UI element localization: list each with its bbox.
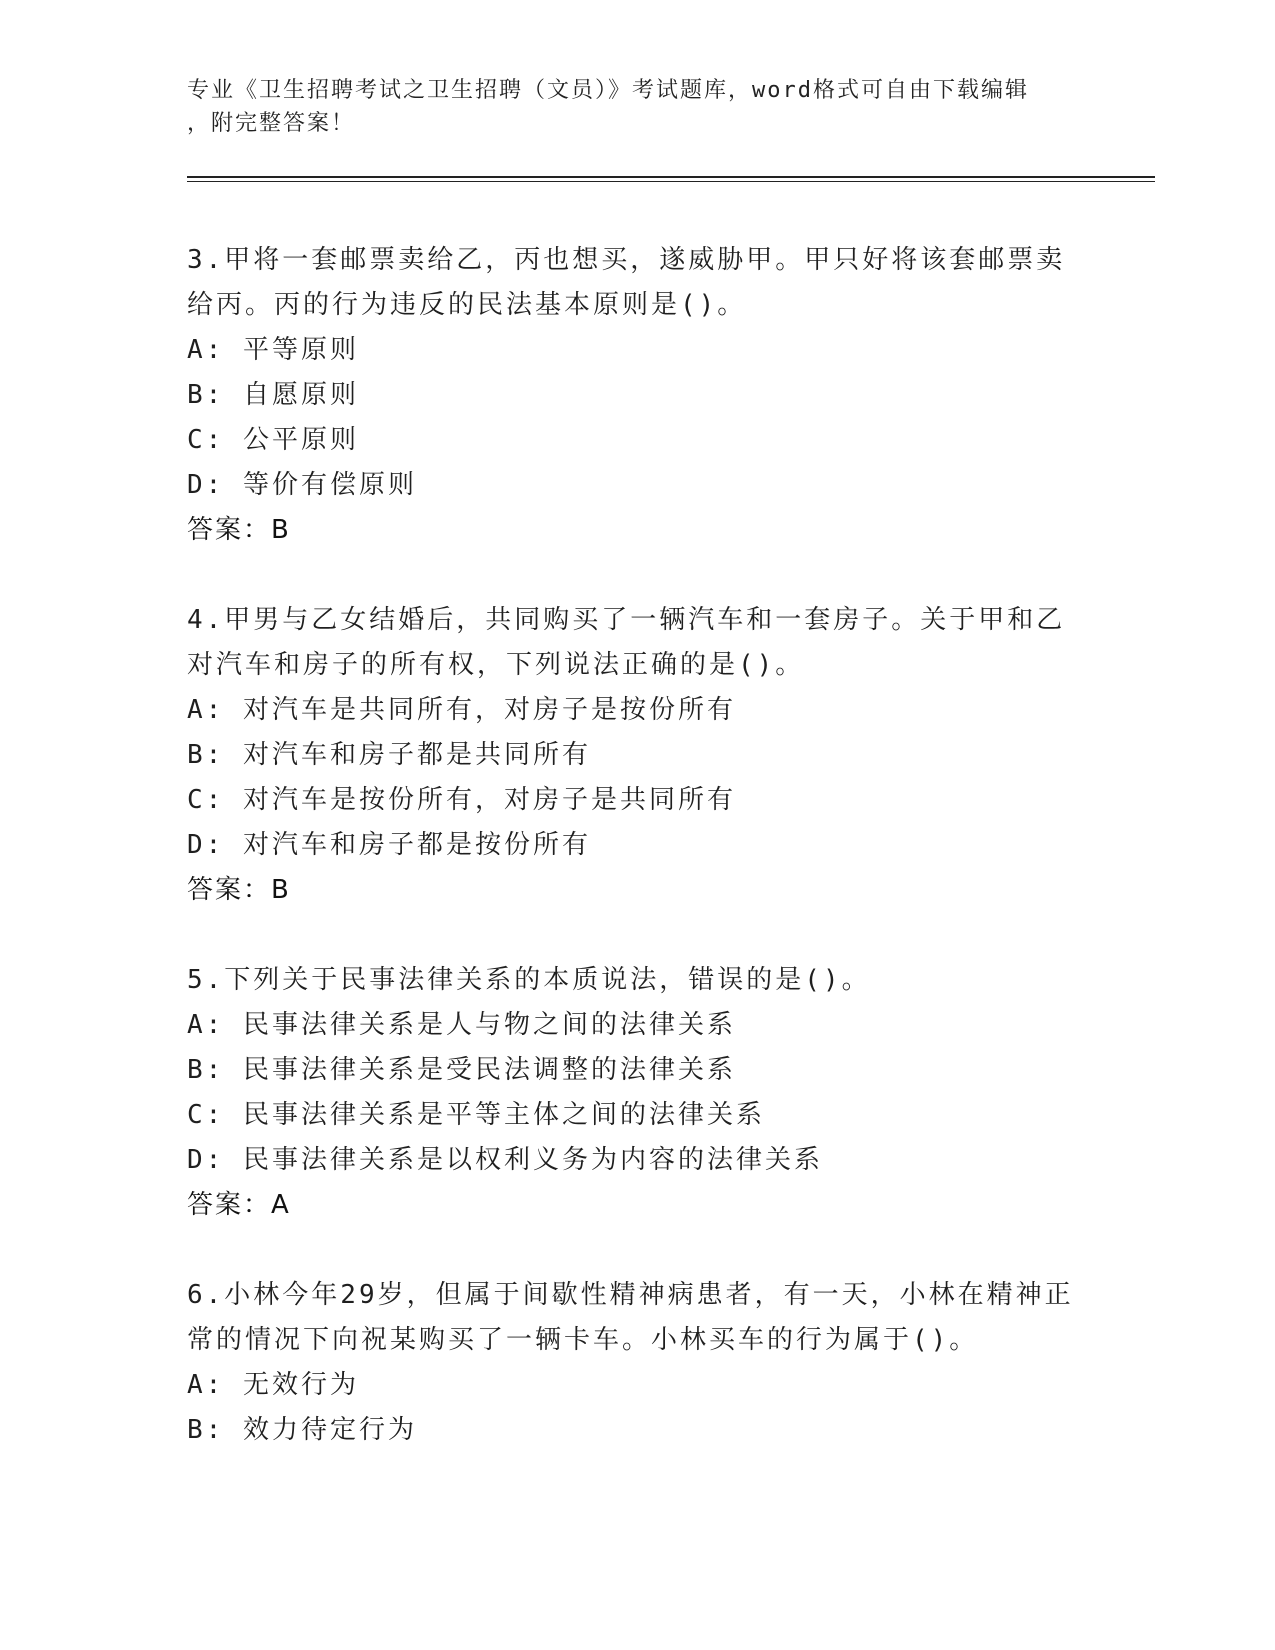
answer-label: 答案：B bbox=[187, 875, 291, 905]
question-stem: 3.甲将一套邮票卖给乙，丙也想买，遂威胁甲。甲只好将该套邮票卖 bbox=[187, 245, 1066, 275]
option-d: D: 对汽车和房子都是按份所有 bbox=[187, 830, 591, 860]
header-line-1: 专业《卫生招聘考试之卫生招聘（文员）》考试题库，word格式可自由下载编辑 bbox=[187, 78, 1029, 103]
question-stem: 对汽车和房子的所有权，下列说法正确的是()。 bbox=[187, 650, 805, 680]
question-stem: 5.下列关于民事法律关系的本质说法，错误的是()。 bbox=[187, 965, 871, 995]
question-stem: 4.甲男与乙女结婚后，共同购买了一辆汽车和一套房子。关于甲和乙 bbox=[187, 605, 1066, 635]
spacer bbox=[187, 553, 1087, 598]
option-d: D: 等价有偿原则 bbox=[187, 470, 417, 500]
header-line-2: ，附完整答案！ bbox=[187, 111, 356, 136]
option-a: A: 无效行为 bbox=[187, 1370, 359, 1400]
spacer bbox=[187, 913, 1087, 958]
option-c: C: 公平原则 bbox=[187, 425, 359, 455]
question-6 bbox=[187, 1273, 1087, 1453]
question-4 bbox=[187, 598, 1087, 958]
option-d: D: 民事法律关系是以权利义务为内容的法律关系 bbox=[187, 1145, 823, 1175]
question-list bbox=[187, 238, 1087, 1453]
header-rule-top bbox=[187, 176, 1155, 178]
question-stem: 给丙。丙的行为违反的民法基本原则是()。 bbox=[187, 290, 747, 320]
option-b: B: 自愿原则 bbox=[187, 380, 359, 410]
answer-label: 答案：A bbox=[187, 1190, 291, 1220]
option-b: B: 对汽车和房子都是共同所有 bbox=[187, 740, 591, 770]
option-b: B: 效力待定行为 bbox=[187, 1415, 417, 1445]
question-5 bbox=[187, 958, 1087, 1273]
question-stem: 6.小林今年29岁，但属于间歇性精神病患者，有一天，小林在精神正 bbox=[187, 1280, 1074, 1310]
spacer bbox=[187, 1228, 1087, 1273]
question-3 bbox=[187, 238, 1087, 598]
answer-label: 答案：B bbox=[187, 515, 291, 545]
option-c: C: 对汽车是按份所有，对房子是共同所有 bbox=[187, 785, 736, 815]
option-a: A: 平等原则 bbox=[187, 335, 359, 365]
option-a: A: 民事法律关系是人与物之间的法律关系 bbox=[187, 1010, 736, 1040]
option-c: C: 民事法律关系是平等主体之间的法律关系 bbox=[187, 1100, 765, 1130]
option-b: B: 民事法律关系是受民法调整的法律关系 bbox=[187, 1055, 736, 1085]
question-stem: 常的情况下向祝某购买了一辆卡车。小林买车的行为属于()。 bbox=[187, 1325, 979, 1355]
header-rule-bottom bbox=[187, 181, 1155, 182]
option-a: A: 对汽车是共同所有，对房子是按份所有 bbox=[187, 695, 736, 725]
document-header bbox=[187, 74, 1067, 140]
